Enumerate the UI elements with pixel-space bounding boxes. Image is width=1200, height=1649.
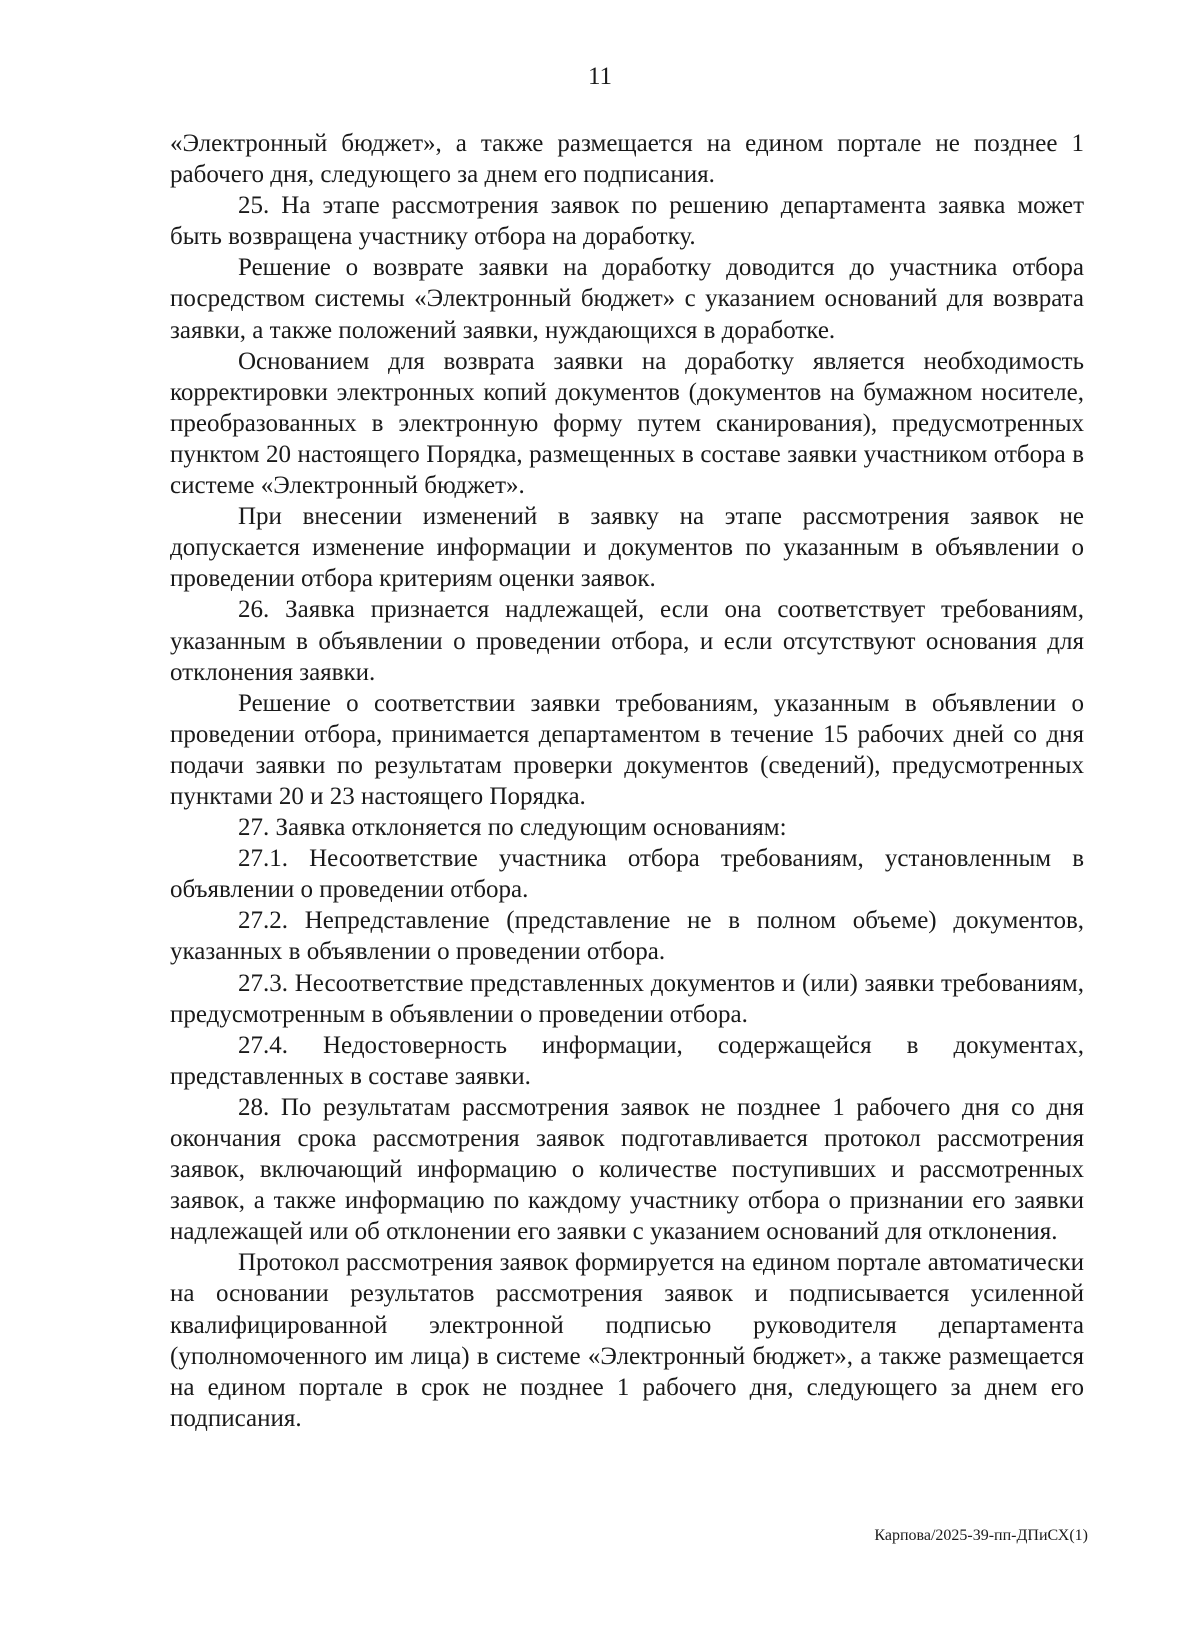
- paragraph-protocol: Протокол рассмотрения заявок формируется на едином портале автоматически на основании результатов рассмотрения заявок и подписывается усиленной квалифицированной электронной подписью руководителя департамента (уполномоченного им лица) в системе «Электронный бюджет», а также размещается на едином портале в срок не позднее 1 рабочего дня, следующего за днем его подписания.: [170, 1249, 1084, 1432]
- paragraph-item-27-1: 27.1. Несоответствие участника отбора требованиям, установленным в объявлении о проведении отбора.: [170, 845, 1084, 904]
- paragraph-item-28: 28. По результатам рассмотрения заявок не позднее 1 рабочего дня со дня окончания срока рассмотрения заявок подготавливается протокол рассмотрения заявок, включающий информацию о количестве поступивших и рассмотренных заявок, а также информацию по каждому участнику отбора о признании его заявки надлежащей или об отклонении его заявки с указанием оснований для отклонения.: [170, 1093, 1084, 1246]
- paragraph-item-27-4: 27.4. Недостоверность информации, содержащейся в документах, представленных в составе заявки.: [170, 1031, 1084, 1090]
- document-body: [170, 128, 1084, 1434]
- paragraph-item-27: 27. Заявка отклоняется по следующим основаниям:: [238, 814, 787, 842]
- paragraph-item-25: 25. На этапе рассмотрения заявок по решению департамента заявка может быть возвращена участнику отбора на доработку.: [170, 192, 1084, 251]
- paragraph-return-grounds: Основанием для возврата заявки на доработку является необходимость корректировки электронных копий документов (документов на бумажном носителе, преобразованных в электронную форму путем сканирования), предусмотренных пунктом 20 настоящего Порядка, размещенных в составе заявки участником отбора в системе «Электронный бюджет».: [170, 347, 1084, 500]
- page-number: 11: [587, 63, 613, 90]
- document-code: Карпова/2025-39-пп-ДПиСХ(1): [874, 1527, 1088, 1544]
- paragraph-item-27-2: 27.2. Непредставление (представление не в полном объеме) документов, указанных в объявлении о проведении отбора.: [170, 907, 1084, 966]
- paragraph-compliance-decision: Решение о соответствии заявки требованиям, указанным в объявлении о проведении отбора, принимается департаментом в течение 15 рабочих дней со дня подачи заявки по результатам проверки документов (сведений), предусмотренных пунктами 20 и 23 настоящего Порядка.: [170, 689, 1084, 810]
- paragraph-return-decision: Решение о возврате заявки на доработку доводится до участника отбора посредством системы «Электронный бюджет» с указанием оснований для возврата заявки, а также положений заявки, нуждающихся в доработке.: [170, 254, 1084, 344]
- paragraph-item-26: 26. Заявка признается надлежащей, если она соответствует требованиям, указанным в объявлении о проведении отбора, и если отсутствуют основания для отклонения заявки.: [170, 596, 1084, 686]
- paragraph-item-27-3: 27.3. Несоответствие представленных документов и (или) заявки требованиям, предусмотренным в объявлении о проведении отбора.: [170, 969, 1084, 1028]
- paragraph-changes-restriction: При внесении изменений в заявку на этапе рассмотрения заявок не допускается изменение информации и документов по указанным в объявлении о проведении отбора критериям оценки заявок.: [170, 503, 1084, 593]
- paragraph-continuation: «Электронный бюджет», а также размещается на едином портале не позднее 1 рабочего дня, следующего за днем его подписания.: [170, 130, 1084, 189]
